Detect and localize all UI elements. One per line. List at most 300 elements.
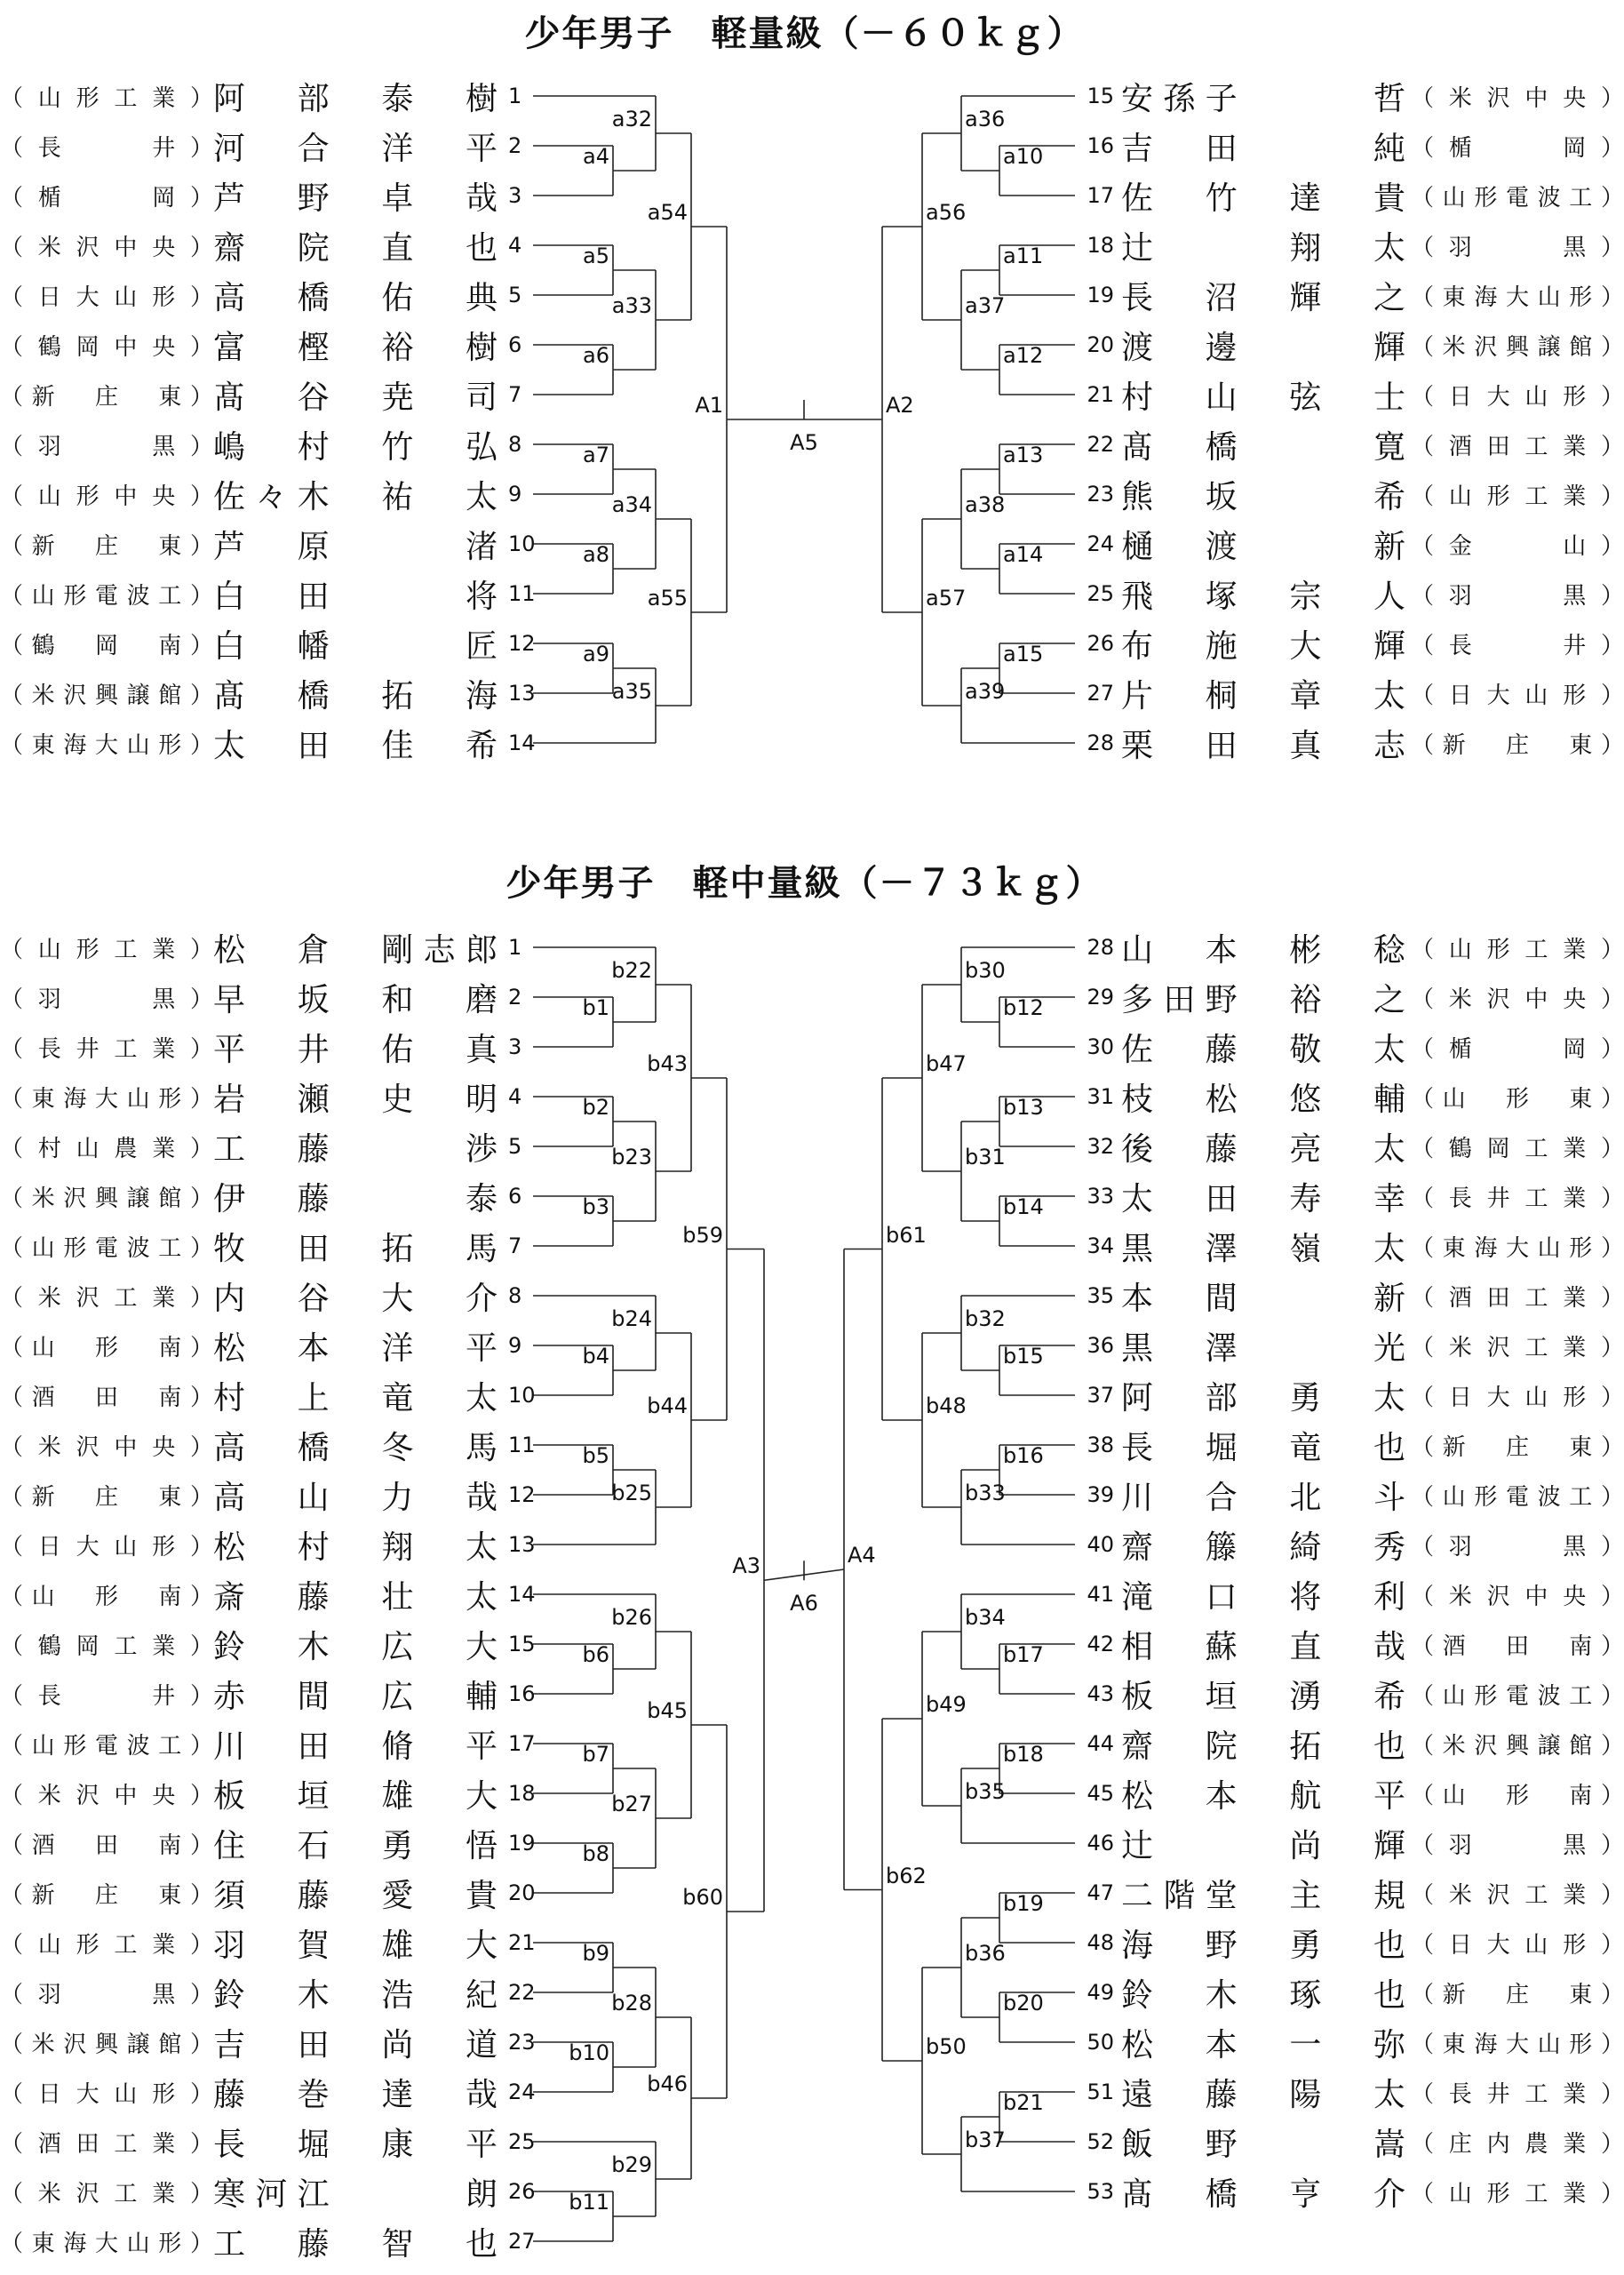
entrant-name: 寒 河 江 朗 [213,2175,498,2213]
entrant-name: 黒 澤 光 [1121,1329,1405,1367]
entrant-number: 3 [508,1034,522,1059]
entrant-school: （ 長 井 工 業 ） [0,1035,213,1063]
entrant-name: 多 田 野 裕 之 [1121,981,1405,1018]
entrant-number: 16 [1087,133,1114,158]
entrant-row-left [0,1925,560,1964]
bout-label-b34: b34 [965,1605,1006,1630]
entrant-row-right [1063,725,1624,764]
entrant-number: 5 [508,1134,522,1159]
bout-label-a37: a37 [965,293,1006,318]
bout-label-a10: a10 [1003,144,1044,169]
entrant-number: 51 [1087,2079,1114,2104]
entrant-school: （ 日 大 山 形 ） [0,283,213,311]
entrant-number: 6 [508,332,522,357]
entrant-number: 5 [508,283,522,307]
bout-label-b4: b4 [582,1344,609,1369]
bout-label-a9: a9 [583,642,609,667]
entrant-row-right [1063,327,1624,366]
entrant-school: （ 酒 田 南 ） [1411,1632,1624,1660]
entrant-school: （ 新 庄 東 ） [0,532,213,560]
entrant-row-right [1063,1278,1624,1317]
entrant-number: 20 [1087,332,1114,357]
bout-label-A6: A6 [790,1591,818,1616]
entrant-row-left [0,626,560,665]
entrant-row-left [0,2024,560,2063]
entrant-number: 28 [1087,730,1114,755]
entrant-number: 28 [1087,935,1114,960]
entrant-row-right [1063,1825,1624,1864]
bout-label-a38: a38 [965,492,1006,517]
entrant-name: 辻 翔 太 [1121,229,1405,267]
entrant-name: 佐 竹 達 貴 [1121,180,1405,217]
entrant-school: （ 米 沢 工 業 ） [1411,1881,1624,1909]
bout-label-a4: a4 [583,144,609,169]
entrant-school: （ 東 海 大 山 形 ） [0,2230,213,2257]
entrant-row-right [1063,78,1624,117]
bout-label-b2: b2 [582,1095,609,1120]
entrant-name: 吉 田 尚 道 [213,2026,498,2063]
entrant-number: 47 [1087,1880,1114,1905]
entrant-school: （ 山 形 工 業 ） [1411,936,1624,963]
bout-label-b19: b19 [1003,1891,1044,1916]
entrant-school: （ 羽 黒 ） [0,986,213,1013]
bout-label-b50: b50 [926,2034,967,2059]
entrant-number: 15 [1087,84,1114,108]
entrant-name: 斎 藤 壮 太 [213,1578,498,1616]
entrant-name: 松 村 翔 太 [213,1529,498,1566]
section-title-60kg: 少年男子 軽量級（－６０ｋｇ） [524,13,1085,54]
entrant-school: （ 新 庄 東 ） [1411,1433,1624,1461]
bout-label-a36: a36 [965,107,1006,132]
bout-label-b28: b28 [611,1991,652,2016]
entrant-row-right [1063,1975,1624,2014]
entrant-row-left [0,1477,560,1516]
entrant-name: 片 桐 章 太 [1121,677,1405,714]
entrant-school: （ 日 大 山 形 ） [1411,383,1624,411]
entrant-number: 53 [1087,2179,1114,2204]
entrant-name: 平 井 佑 真 [213,1031,498,1068]
entrant-row-left [0,979,560,1018]
entrant-school: （ 村 山 農 業 ） [0,1135,213,1162]
entrant-number: 22 [508,1980,536,2005]
entrant-school: （ 山 形 工 業 ） [0,84,213,112]
entrant-school: （ 楯 岡 ） [1411,1035,1624,1063]
entrant-row-left [0,675,560,714]
entrant-name: 黒 澤 嶺 太 [1121,1230,1405,1267]
section-title-73kg: 少年男子 軽中量級（－７３ｋｇ） [506,863,1103,904]
entrant-school: （ 酒 田 工 業 ） [1411,1284,1624,1312]
entrant-row-left [0,1875,560,1914]
entrant-number: 46 [1087,1831,1114,1856]
entrant-name: 芦 原 渚 [213,528,498,565]
entrant-row-right [1063,626,1624,665]
entrant-school: （ 米 沢 中 央 ） [0,1433,213,1461]
entrant-row-right [1063,2024,1624,2063]
bout-label-b22: b22 [611,958,652,983]
bout-label-b10: b10 [569,2040,609,2065]
bout-label-a32: a32 [611,107,652,132]
entrant-school: （ 羽 黒 ） [1411,1533,1624,1561]
entrant-number: 26 [1087,631,1114,656]
entrant-row-left [0,2124,560,2163]
bout-label-b1: b1 [582,995,609,1020]
entrant-name: 住 石 勇 悟 [213,1827,498,1864]
entrant-school: （ 鶴 岡 中 央 ） [0,333,213,361]
entrant-number: 32 [1087,1134,1114,1159]
entrant-row-right [1063,1776,1624,1815]
entrant-name: 川 合 北 斗 [1121,1479,1405,1516]
entrant-school: （ 山 形 電 波 工 ） [1411,1483,1624,1511]
entrant-name: 齋 籐 綺 秀 [1121,1529,1405,1566]
entrant-number: 26 [508,2179,536,2204]
entrant-name: 須 藤 愛 貴 [213,1877,498,1914]
entrant-school: （ 東 海 大 山 形 ） [1411,283,1624,311]
entrant-school: （ 新 庄 東 ） [1411,1981,1624,2008]
bout-label-b46: b46 [647,2071,688,2096]
entrant-number: 52 [1087,2129,1114,2154]
entrant-number: 1 [508,935,522,960]
entrant-name: 二 階 堂 主 規 [1121,1877,1405,1914]
entrant-school: （ 米 沢 興 譲 館 ） [1411,1732,1624,1760]
entrant-name: 髙 橋 亨 介 [1121,2175,1405,2213]
bout-label-b12: b12 [1003,995,1044,1020]
entrant-school: （ 日 大 山 形 ） [1411,682,1624,709]
entrant-number: 7 [508,382,522,407]
entrant-name: 相 蘇 直 哉 [1121,1628,1405,1665]
entrant-number: 27 [508,2229,536,2254]
entrant-school: （ 米 沢 興 譲 館 ） [1411,333,1624,361]
entrant-school: （ 長 井 工 業 ） [1411,2080,1624,2108]
bout-label-b17: b17 [1003,1642,1044,1667]
entrant-number: 35 [1087,1283,1114,1308]
entrant-name: 長 堀 康 平 [213,2126,498,2163]
bout-label-b47: b47 [926,1051,967,1076]
entrant-school: （ 山 形 電 波 工 ） [0,582,213,610]
entrant-number: 30 [1087,1034,1114,1059]
entrant-number: 12 [508,1482,536,1507]
bout-label-b7: b7 [582,1742,609,1767]
entrant-row-right [1063,277,1624,316]
bout-label-b15: b15 [1003,1344,1044,1369]
bout-label-a6: a6 [583,343,609,368]
entrant-number: 44 [1087,1731,1114,1756]
entrant-school: （ 鶴 岡 工 業 ） [0,1632,213,1660]
bout-label-a8: a8 [583,542,609,567]
entrant-number: 6 [508,1184,522,1209]
entrant-row-left [0,78,560,117]
bout-label-b31: b31 [965,1145,1006,1169]
entrant-row-right [1063,1377,1624,1417]
bout-label-a57: a57 [926,586,967,611]
bout-label-b43: b43 [647,1051,688,1076]
entrant-school: （ 山 形 電 波 工 ） [0,1732,213,1760]
entrant-number: 31 [1087,1084,1114,1109]
bout-label-b61: b61 [886,1222,927,1248]
entrant-school: （ 長 井 ） [1411,632,1624,659]
entrant-number: 27 [1087,681,1114,706]
entrant-number: 40 [1087,1532,1114,1557]
entrant-name: 板 垣 雄 大 [213,1777,498,1815]
entrant-school: （ 山 形 電 波 工 ） [1411,184,1624,212]
entrant-name: 阿 部 勇 太 [1121,1379,1405,1417]
entrant-name: 松 倉 剛 志 郎 [213,931,498,969]
entrant-row-left [0,377,560,416]
entrant-school: （ 東 海 大 山 形 ） [1411,1234,1624,1262]
entrant-row-right [1063,1079,1624,1118]
entrant-row-left [0,1626,560,1665]
bout-label-b20: b20 [1003,1991,1044,2016]
entrant-row-left [0,128,560,167]
entrant-row-right [1063,1029,1624,1068]
entrant-number: 13 [508,681,536,706]
entrant-name: 後 藤 亮 太 [1121,1130,1405,1168]
entrant-row-left [0,427,560,466]
entrant-school: （ 庄 内 農 業 ） [1411,2130,1624,2158]
entrant-name: 吉 田 純 [1121,130,1405,167]
entrant-school: （ 米 沢 中 央 ） [0,234,213,261]
entrant-name: 佐 々 木 祐 太 [213,478,498,515]
bout-label-b45: b45 [647,1698,688,1723]
entrant-name: 河 合 洋 平 [213,130,498,167]
entrant-name: 鈴 木 広 大 [213,1628,498,1665]
entrant-number: 16 [508,1681,536,1706]
entrant-school: （ 東 海 大 山 形 ） [0,731,213,759]
entrant-school: （ 鶴 岡 工 業 ） [1411,1135,1624,1162]
entrant-name: 工 藤 渉 [213,1130,498,1168]
entrant-number: 49 [1087,1980,1114,2005]
entrant-row-right [1063,178,1624,217]
entrant-name: 渡 邊 輝 [1121,329,1405,366]
entrant-number: 4 [508,1084,522,1109]
entrant-number: 21 [1087,382,1114,407]
entrant-number: 23 [508,2030,536,2055]
entrant-name: 飛 塚 宗 人 [1121,578,1405,615]
entrant-name: 髙 谷 尭 司 [213,379,498,416]
entrant-row-right [1063,1129,1624,1168]
entrant-row-left [0,1228,560,1267]
entrant-school: （ 山 形 電 波 工 ） [1411,1682,1624,1710]
entrant-school: （ 米 沢 工 業 ） [0,1284,213,1312]
bout-label-b35: b35 [965,1779,1006,1804]
entrant-row-right [1063,1676,1624,1715]
entrant-school: （ 日 大 山 形 ） [1411,1384,1624,1411]
entrant-school: （ 山 形 南 ） [0,1334,213,1361]
bout-label-b37: b37 [965,2127,1006,2152]
entrant-row-right [1063,1477,1624,1516]
entrant-number: 2 [508,133,522,158]
entrant-name: 藤 巻 達 哉 [213,2076,498,2113]
entrant-row-right [1063,1577,1624,1616]
bout-label-a55: a55 [647,586,688,611]
bout-label-a54: a54 [647,200,688,225]
entrant-school: （ 長 井 ） [0,134,213,162]
entrant-number: 14 [508,1582,536,1607]
bout-label-b14: b14 [1003,1194,1044,1219]
entrant-row-left [0,2174,560,2213]
bout-label-b9: b9 [582,1941,609,1966]
entrant-number: 23 [1087,482,1114,507]
entrant-row-right [1063,1228,1624,1267]
entrant-name: 白 田 将 [213,578,498,615]
entrant-row-left [0,1377,560,1417]
entrant-number: 19 [1087,283,1114,307]
entrant-number: 42 [1087,1632,1114,1656]
entrant-number: 2 [508,985,522,1010]
entrant-row-right [1063,675,1624,714]
entrant-number: 25 [508,2129,536,2154]
entrant-row-right [1063,2074,1624,2113]
entrant-name: 海 野 勇 也 [1121,1927,1405,1964]
entrant-number: 41 [1087,1582,1114,1607]
bout-label-b21: b21 [1003,2090,1044,2115]
entrant-row-left [0,526,560,565]
entrant-row-right [1063,1328,1624,1367]
entrant-row-right [1063,1626,1624,1665]
entrant-name: 早 坂 和 磨 [213,981,498,1018]
entrant-name: 熊 坂 希 [1121,478,1405,515]
entrant-row-left [0,1825,560,1864]
entrant-school: （ 東 海 大 山 形 ） [0,1085,213,1113]
entrant-name: 村 上 竜 太 [213,1379,498,1417]
entrant-number: 25 [1087,581,1114,606]
entrant-row-right [1063,1527,1624,1566]
entrant-school: （ 米 沢 興 譲 館 ） [0,682,213,709]
entrant-number: 43 [1087,1681,1114,1706]
bout-label-b30: b30 [965,958,1006,983]
bout-label-b60: b60 [682,1885,723,1910]
entrant-row-right [1063,128,1624,167]
entrant-school: （ 日 大 山 形 ） [1411,1931,1624,1959]
entrant-row-right [1063,2174,1624,2213]
entrant-name: 飯 野 嵩 [1121,2126,1405,2163]
bracket-section-73kg [0,931,1624,2270]
entrant-row-left [0,327,560,366]
entrant-school: （ 山 形 東 ） [1411,1085,1624,1113]
entrant-row-right [1063,377,1624,416]
entrant-name: 齋 院 直 也 [213,229,498,267]
entrant-school: （ 羽 黒 ） [1411,234,1624,261]
bout-label-A3: A3 [732,1553,760,1579]
bout-label-b25: b25 [611,1481,652,1505]
bout-label-b49: b49 [926,1692,967,1717]
bout-label-b11: b11 [569,2190,609,2215]
bout-label-b18: b18 [1003,1742,1044,1767]
entrant-number: 18 [508,1781,536,1806]
entrant-name: 佐 藤 敬 太 [1121,1031,1405,1068]
bout-label-a5: a5 [583,243,609,268]
entrant-name: 板 垣 湧 希 [1121,1678,1405,1715]
entrant-name: 髙 橋 拓 海 [213,677,498,714]
entrant-name: 長 堀 竜 也 [1121,1429,1405,1466]
entrant-number: 10 [508,531,536,556]
entrant-row-left [0,1776,560,1815]
entrant-school: （ 楯 岡 ） [0,184,213,212]
entrant-row-right [1063,427,1624,466]
entrant-school: （ 山 形 工 業 ） [1411,483,1624,510]
entrant-row-left [0,228,560,267]
entrant-school: （ 米 沢 中 央 ） [0,1782,213,1809]
entrant-row-right [1063,476,1624,515]
entrant-school: （ 鶴 岡 南 ） [0,632,213,659]
entrant-row-right [1063,526,1624,565]
entrant-school: （ 新 庄 東 ） [1411,731,1624,759]
bout-label-b29: b29 [611,2152,652,2177]
entrant-name: 髙 橋 寛 [1121,428,1405,466]
entrant-school: （ 楯 岡 ） [1411,134,1624,162]
entrant-school: （ 新 庄 東 ） [0,1881,213,1909]
entrant-number: 19 [508,1831,536,1856]
entrant-number: 11 [508,1433,536,1457]
entrant-number: 33 [1087,1184,1114,1209]
entrant-name: 樋 渡 新 [1121,528,1405,565]
bout-label-b48: b48 [926,1393,967,1418]
entrant-number: 15 [508,1632,536,1656]
entrant-row-right [1063,576,1624,615]
entrant-row-left [0,1178,560,1217]
bout-label-b8: b8 [582,1841,609,1866]
bout-label-b62: b62 [886,1863,927,1888]
entrant-school: （ 米 沢 工 業 ） [0,2180,213,2207]
entrant-row-right [1063,1875,1624,1914]
entrant-name: 嶋 村 竹 弘 [213,428,498,466]
entrant-name: 芦 野 卓 哉 [213,180,498,217]
entrant-number: 17 [508,1731,536,1756]
entrant-school: （ 日 大 山 形 ） [0,2080,213,2108]
entrant-row-right [1063,228,1624,267]
entrant-name: 富 樫 裕 樹 [213,329,498,366]
entrant-name: 枝 松 悠 輔 [1121,1081,1405,1118]
entrant-row-left [0,1029,560,1068]
entrant-name: 鈴 木 浩 紀 [213,1976,498,2014]
bout-label-A1: A1 [695,393,723,418]
entrant-school: （ 山 形 南 ） [0,1583,213,1610]
bout-label-a7: a7 [583,443,609,467]
bout-label-b13: b13 [1003,1095,1044,1120]
entrant-number: 21 [508,1930,536,1955]
entrant-row-right [1063,1925,1624,1964]
entrant-school: （ 新 庄 東 ） [0,383,213,411]
entrant-row-left [0,725,560,764]
entrant-name: 本 間 新 [1121,1280,1405,1317]
entrant-name: 松 本 航 平 [1121,1777,1405,1815]
entrant-name: 赤 間 広 輔 [213,1678,498,1715]
entrant-number: 12 [508,631,536,656]
entrant-name: 伊 藤 泰 [213,1180,498,1217]
entrant-number: 20 [508,1880,536,1905]
bout-label-b44: b44 [647,1393,688,1418]
entrant-number: 34 [1087,1233,1114,1258]
entrant-row-left [0,1427,560,1466]
bout-label-a34: a34 [611,492,652,517]
bout-label-b5: b5 [582,1443,609,1468]
entrant-number: 36 [1087,1333,1114,1358]
entrant-name: 太 田 寿 幸 [1121,1180,1405,1217]
entrant-row-left [0,1577,560,1616]
entrant-number: 11 [508,581,536,606]
entrant-name: 松 本 一 弥 [1121,2026,1405,2063]
entrant-number: 4 [508,233,522,258]
entrant-number: 3 [508,183,522,208]
bout-label-b3: b3 [582,1194,609,1219]
entrant-school: （ 酒 田 南 ） [0,1832,213,1859]
bout-label-a11: a11 [1003,243,1044,268]
entrant-row-left [0,1328,560,1367]
entrant-number: 9 [508,1333,522,1358]
entrant-number: 1 [508,84,522,108]
entrant-school: （ 米 沢 中 央 ） [1411,986,1624,1013]
entrant-school: （ 羽 黒 ） [1411,582,1624,610]
entrant-row-right [1063,2124,1624,2163]
